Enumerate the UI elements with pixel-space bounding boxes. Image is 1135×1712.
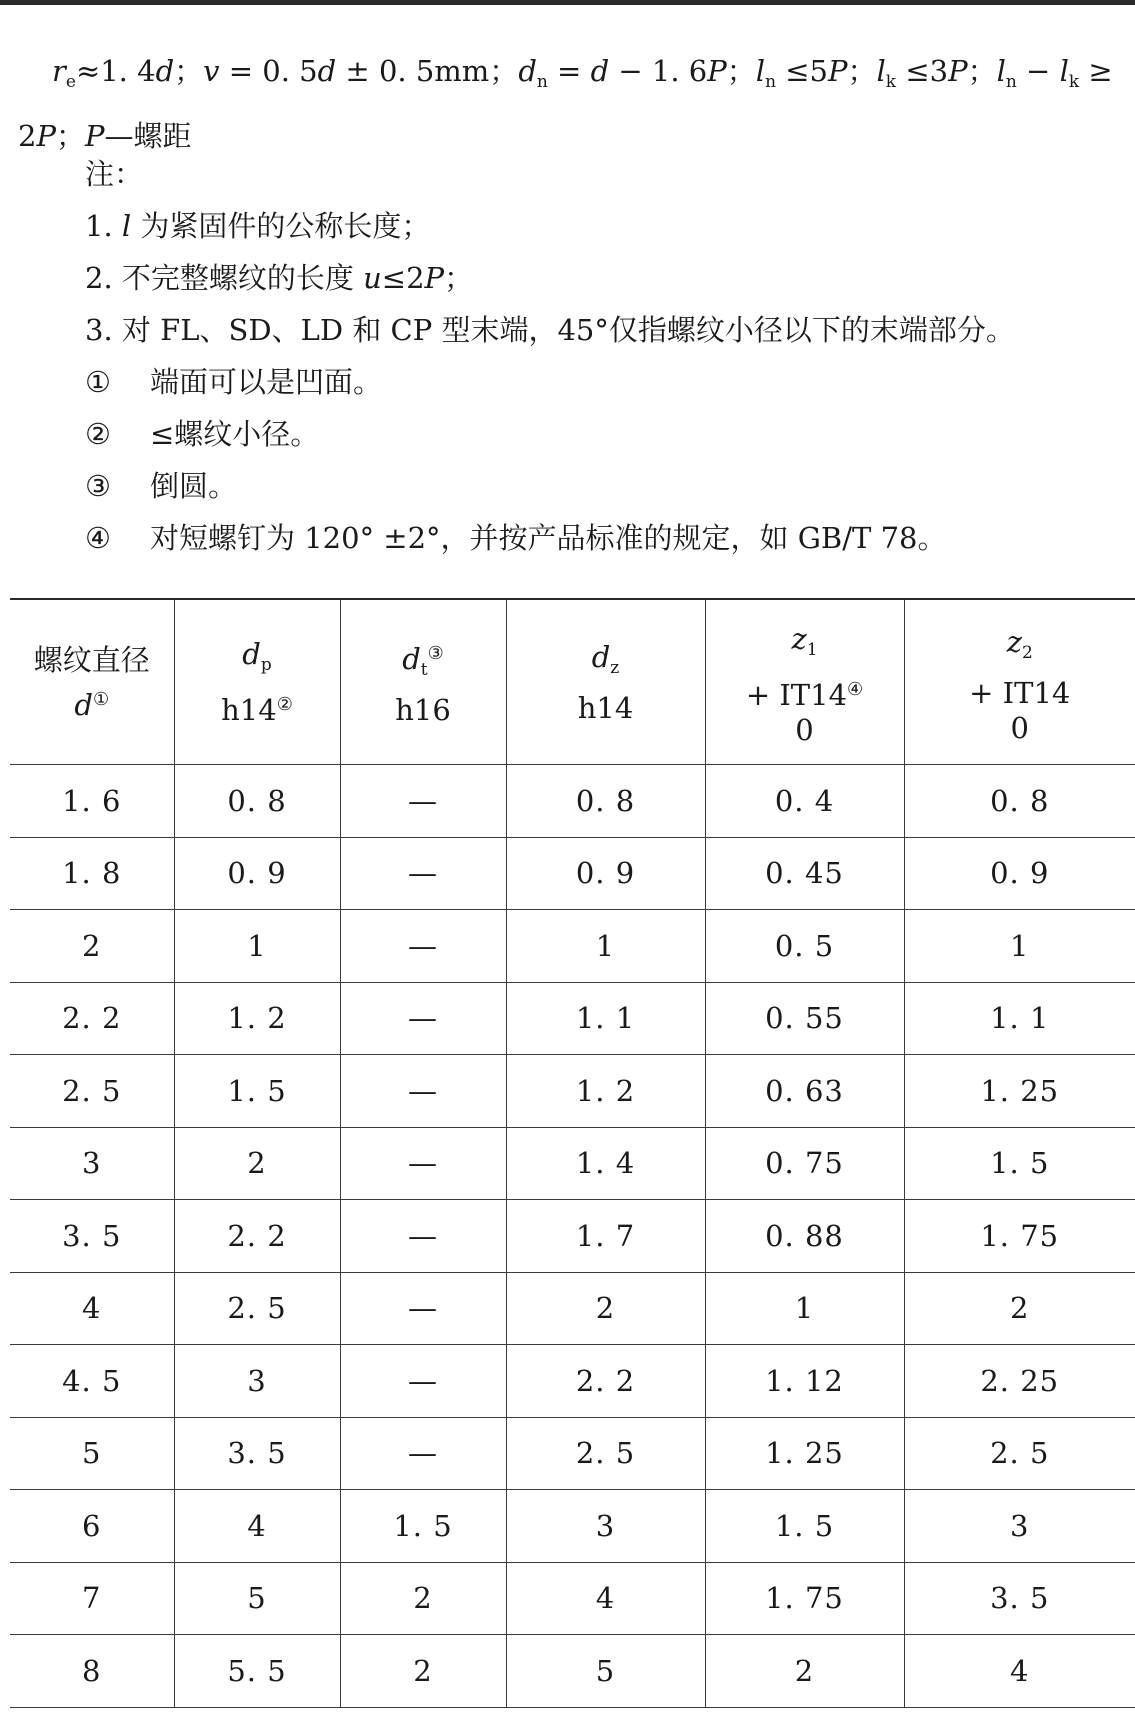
footnote-4-text: 对短螺钉为 120° ±2°，并按产品标准的规定，如 GB/T 78。 (150, 521, 947, 555)
cell-dp: 2 (174, 1127, 340, 1200)
ln-relation: ≤5 (776, 54, 828, 88)
header-z1 (705, 599, 904, 765)
cell-dz: 4 (506, 1562, 705, 1635)
cell-thread-diameter: 7 (10, 1562, 174, 1635)
separator: ； (489, 54, 519, 88)
cell-thread-diameter: 4. 5 (10, 1345, 174, 1418)
lk-pitch: P (948, 54, 968, 88)
header-symbol-z2: z (1006, 624, 1022, 659)
cell-z2: 2 (904, 1272, 1135, 1345)
ln-symbol: l (755, 54, 766, 88)
header-z2-symbol (905, 622, 1135, 673)
footnote-4-mark: ④ (85, 521, 111, 555)
cell-dz: 3 (506, 1490, 705, 1563)
v-relation: = 0. 5 (219, 54, 318, 88)
diff-minus: − (1016, 54, 1060, 88)
header-dz (506, 599, 705, 765)
cell-dp: 3. 5 (174, 1417, 340, 1490)
footnote-2 (85, 408, 1015, 460)
table-row (10, 982, 1135, 1055)
cell-dt: — (340, 765, 506, 838)
header-dt (340, 599, 506, 765)
header-symbol-dp: d (242, 637, 261, 671)
cell-z1: 0. 55 (705, 982, 904, 1055)
header-thread-diameter (10, 599, 174, 765)
re-relation: ≈1. 4 (75, 54, 156, 88)
line2-pitch: P (36, 119, 56, 153)
footnote-3-mark: ③ (85, 469, 111, 503)
re-subscript: e (65, 72, 76, 92)
header-subscript-1: 1 (806, 640, 818, 660)
note-1 (85, 200, 1015, 252)
cell-thread-diameter: 2. 5 (10, 1055, 174, 1128)
cell-z1: 2 (705, 1635, 904, 1708)
pitch-symbol: P (84, 119, 105, 153)
lk-relation: ≤3 (896, 54, 949, 88)
separator: ； (726, 54, 756, 88)
header-tolerance-z1: + IT14 (745, 678, 848, 712)
cell-dt: — (340, 1200, 506, 1273)
cell-dz: 0. 9 (506, 837, 705, 910)
note-2-prefix: 2. 不完整螺纹的长度 (85, 261, 364, 295)
footnote-2-text: ≤螺纹小径。 (150, 417, 320, 451)
header-z1-symbol (706, 619, 904, 670)
cell-dt: — (340, 837, 506, 910)
cell-dp: 5. 5 (174, 1635, 340, 1708)
header-tolerance-dz: h14 (577, 690, 634, 725)
cell-dz: 1. 4 (506, 1127, 705, 1200)
notes-section (85, 148, 1015, 564)
footnote-3 (85, 460, 1015, 512)
cell-z1: 1. 25 (705, 1417, 904, 1490)
cell-z2: 4 (904, 1635, 1135, 1708)
cell-dt: 2 (340, 1562, 506, 1635)
v-symbol: v (203, 54, 220, 88)
cell-z1: 1. 5 (705, 1490, 904, 1563)
header-symbol-d: d (74, 687, 93, 722)
footnote-3-text: 倒圆。 (150, 469, 238, 503)
cell-dt: — (340, 1127, 506, 1200)
lk-subscript: k (885, 72, 897, 92)
header-lower-deviation-z1: 0 (795, 713, 814, 747)
cell-dz: 2. 5 (506, 1417, 705, 1490)
v-variable: d (317, 54, 337, 88)
header-dz-symbol (507, 637, 705, 688)
cell-z2: 1. 25 (904, 1055, 1135, 1128)
separator: ； (174, 54, 204, 88)
diff-a-subscript: n (1005, 72, 1017, 92)
header-dp-symbol (175, 634, 340, 685)
dn-relation: = (547, 54, 591, 88)
cell-dt: — (340, 1345, 506, 1418)
header-symbol-dz: d (591, 639, 611, 674)
cell-dp: 1. 5 (174, 1055, 340, 1128)
table-row (10, 1562, 1135, 1635)
cell-thread-diameter: 3 (10, 1127, 174, 1200)
note-3: 3. 对 FL、SD、LD 和 CP 型末端，45°仅指螺纹小径以下的末端部分。 (85, 313, 1015, 347)
cell-z2: 1. 75 (904, 1200, 1135, 1273)
cell-dz: 1. 1 (506, 982, 705, 1055)
cell-z2: 1 (904, 910, 1135, 983)
cell-dz: 1 (506, 910, 705, 983)
cell-dt: 2 (340, 1635, 506, 1708)
table-row (10, 1345, 1135, 1418)
cell-dz: 2. 2 (506, 1345, 705, 1418)
table-row (10, 1490, 1135, 1563)
header-tolerance-dp: h14 (221, 693, 277, 727)
cell-dz: 5 (506, 1635, 705, 1708)
table-row (10, 837, 1135, 910)
table-row (10, 1127, 1135, 1200)
dimension-table (10, 598, 1135, 1708)
header-thread-diameter-label: 螺纹直径 (33, 642, 150, 677)
note-2 (85, 252, 1015, 304)
cell-thread-diameter: 1. 6 (10, 765, 174, 838)
pitch-definition: —螺距 (104, 119, 192, 153)
cell-z2: 1. 5 (904, 1127, 1135, 1200)
re-variable: d (155, 54, 175, 88)
cell-thread-diameter: 2. 2 (10, 982, 174, 1055)
cell-dp: 1 (174, 910, 340, 983)
cell-dz: 0. 8 (506, 765, 705, 838)
ln-pitch: P (827, 54, 848, 88)
cell-dt: — (340, 1272, 506, 1345)
footnote-1-text: 端面可以是凹面。 (150, 365, 383, 399)
header-subscript-z: z (610, 657, 620, 678)
diff-relation: ≥ (1079, 54, 1113, 88)
cell-z2: 2. 25 (904, 1345, 1135, 1418)
cell-dp: 2. 5 (174, 1272, 340, 1345)
note-1-number: 1. (85, 209, 122, 243)
header-tolerance-dt: h16 (395, 693, 451, 727)
footnote-ref-3: ③ (427, 643, 444, 664)
header-symbol-dt: d (402, 642, 421, 676)
lk-symbol: l (876, 54, 886, 88)
header-tolerance-z2: + IT14 (969, 675, 1071, 710)
header-subscript-t: t (420, 660, 428, 680)
dn-rest: − 1. 6 (609, 54, 708, 88)
note-2-pitch: P (424, 261, 445, 295)
table-row (10, 1055, 1135, 1128)
cell-dp: 4 (174, 1490, 340, 1563)
cell-dp: 5 (174, 1562, 340, 1635)
cell-dp: 0. 9 (174, 837, 340, 910)
cell-z2: 0. 8 (904, 765, 1135, 838)
table-row (10, 765, 1135, 838)
cell-dt: — (340, 910, 506, 983)
cell-z1: 0. 45 (705, 837, 904, 910)
cell-thread-diameter: 4 (10, 1272, 174, 1345)
dn-symbol: d (518, 54, 537, 88)
re-symbol: r (52, 54, 66, 88)
notes-heading: 注： (85, 157, 144, 191)
table-row (10, 1272, 1135, 1345)
note-2-variable: u (363, 261, 382, 295)
cell-dp: 1. 2 (174, 982, 340, 1055)
cell-dt: 1. 5 (340, 1490, 506, 1563)
footnote-ref-1: ① (92, 688, 110, 710)
diff-a-symbol: l (996, 54, 1006, 88)
header-z2 (904, 599, 1135, 765)
cell-thread-diameter: 8 (10, 1635, 174, 1708)
cell-z1: 0. 63 (705, 1055, 904, 1128)
note-2-text: ≤2 (381, 261, 425, 295)
cell-z1: 0. 88 (705, 1200, 904, 1273)
table-row (10, 910, 1135, 983)
header-symbol-z1: z (791, 622, 807, 656)
cell-z2: 2. 5 (904, 1417, 1135, 1490)
top-rule (0, 0, 1135, 5)
table-body (10, 765, 1135, 1708)
cell-z1: 0. 5 (705, 910, 904, 983)
footnote-ref-2: ② (276, 694, 293, 715)
cell-thread-diameter: 6 (10, 1490, 174, 1563)
cell-thread-diameter: 1. 8 (10, 837, 174, 910)
header-subscript-p: p (260, 655, 272, 675)
footnote-1 (85, 356, 1015, 408)
dn-variable: d (590, 54, 610, 88)
header-dt-symbol (341, 634, 506, 690)
ln-subscript: n (765, 72, 777, 92)
footnote-2-mark: ② (85, 417, 111, 451)
separator: ； (967, 54, 997, 88)
cell-dp: 0. 8 (174, 765, 340, 838)
header-dp (174, 599, 340, 765)
table-header-row (10, 599, 1135, 765)
footnote-ref-4: ④ (847, 679, 864, 700)
cell-thread-diameter: 5 (10, 1417, 174, 1490)
diff-b-symbol: l (1059, 54, 1069, 88)
dn-subscript: n (536, 72, 548, 92)
table-row (10, 1200, 1135, 1273)
note-2-end: ； (444, 261, 474, 295)
cell-z1: 1. 12 (705, 1345, 904, 1418)
table-row (10, 1635, 1135, 1708)
cell-z2: 3. 5 (904, 1562, 1135, 1635)
header-thread-diameter-symbol (10, 680, 174, 725)
cell-dp: 2. 2 (174, 1200, 340, 1273)
line2-number: 2 (18, 119, 37, 153)
header-subscript-2: 2 (1021, 642, 1033, 663)
separator: ； (55, 119, 85, 153)
cell-dz: 1. 7 (506, 1200, 705, 1273)
header-lower-deviation-z2: 0 (1010, 710, 1029, 745)
cell-z2: 1. 1 (904, 982, 1135, 1055)
header-z1-tolerance (706, 670, 904, 715)
header-dp-tolerance (175, 685, 340, 730)
cell-dt: — (340, 982, 506, 1055)
cell-dz: 1. 2 (506, 1055, 705, 1128)
cell-dp: 3 (174, 1345, 340, 1418)
cell-dz: 2 (506, 1272, 705, 1345)
cell-dt: — (340, 1055, 506, 1128)
cell-z1: 0. 75 (705, 1127, 904, 1200)
dn-pitch: P (707, 54, 727, 88)
separator: ； (847, 54, 877, 88)
v-tolerance: ± 0. 5mm (336, 54, 490, 88)
cell-thread-diameter: 3. 5 (10, 1200, 174, 1273)
diff-b-subscript: k (1068, 72, 1080, 92)
cell-z1: 0. 4 (705, 765, 904, 838)
footnote-1-mark: ① (85, 365, 111, 399)
cell-z2: 3 (904, 1490, 1135, 1563)
note-1-text: 为紧固件的公称长度； (131, 209, 431, 243)
dimension-formula (0, 44, 1120, 163)
formula-line-1 (0, 44, 1120, 109)
cell-thread-diameter: 2 (10, 910, 174, 983)
cell-z2: 0. 9 (904, 837, 1135, 910)
table-row (10, 1417, 1135, 1490)
cell-z1: 1 (705, 1272, 904, 1345)
note-1-variable: l (121, 209, 132, 243)
cell-dt: — (340, 1417, 506, 1490)
footnote-4 (85, 512, 1015, 564)
cell-z1: 1. 75 (705, 1562, 904, 1635)
